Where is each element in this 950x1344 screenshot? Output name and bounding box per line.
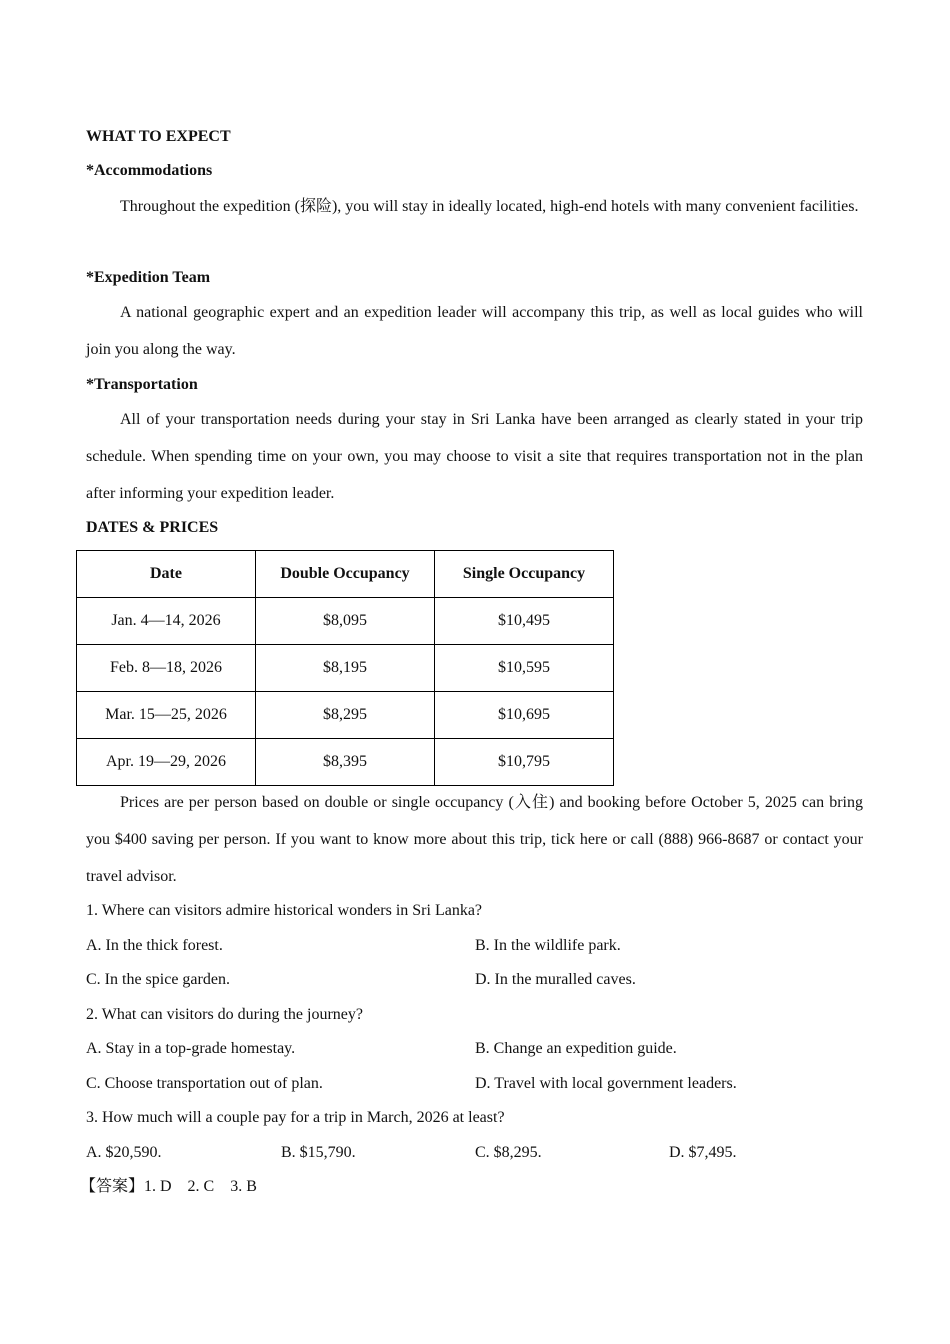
q1-option-c: C. In the spice garden. <box>86 971 230 988</box>
date-cell: Apr. 19—29, 2026 <box>77 739 256 786</box>
table-row <box>77 598 614 645</box>
double-price-cell: $8,195 <box>256 645 435 692</box>
single-price-cell: $10,495 <box>435 598 614 645</box>
price-table <box>76 550 614 786</box>
q1-option-b: B. In the wildlife park. <box>475 937 621 954</box>
transportation-paragraph: All of your transportation needs during your stay in Sri Lanka have been arranged as clearly stated in your trip schedule. When spending time on your own, you may choose to visit a site that requires transportation not in the plan after informing your expedition leader. <box>86 411 863 502</box>
double-price-cell: $8,095 <box>256 598 435 645</box>
q2-option-d: D. Travel with local government leaders. <box>475 1075 737 1092</box>
answer-key: 【答案】1. D 2. C 3. B <box>80 1178 257 1195</box>
q1-option-d: D. In the muralled caves. <box>475 971 636 988</box>
section-heading-dates-prices: DATES & PRICES <box>86 519 219 536</box>
column-header: Single Occupancy <box>435 551 614 598</box>
heading-transportation: *Transportation <box>86 376 198 393</box>
q3-option-c: C. $8,295. <box>475 1144 542 1161</box>
table-row <box>77 645 614 692</box>
table-row <box>77 739 614 786</box>
date-cell: Feb. 8—18, 2026 <box>77 645 256 692</box>
q3-option-d: D. $7,495. <box>669 1144 737 1161</box>
q1-option-a: A. In the thick forest. <box>86 937 223 954</box>
q2-option-b: B. Change an expedition guide. <box>475 1040 677 1057</box>
section-heading-what-to-expect: WHAT TO EXPECT <box>86 128 231 145</box>
q2-option-c: C. Choose transportation out of plan. <box>86 1075 323 1092</box>
question-3: 3. How much will a couple pay for a trip in March, 2026 at least? <box>86 1109 505 1126</box>
single-price-cell: $10,595 <box>435 645 614 692</box>
q2-option-a: A. Stay in a top-grade homestay. <box>86 1040 296 1057</box>
single-price-cell: $10,795 <box>435 739 614 786</box>
question-2: 2. What can visitors do during the journey? <box>86 1006 363 1023</box>
double-price-cell: $8,395 <box>256 739 435 786</box>
q3-option-b: B. $15,790. <box>281 1144 356 1161</box>
column-header: Double Occupancy <box>256 551 435 598</box>
single-price-cell: $10,695 <box>435 692 614 739</box>
heading-expedition-team: *Expedition Team <box>86 269 211 286</box>
date-cell: Jan. 4—14, 2026 <box>77 598 256 645</box>
table-header-row <box>77 551 614 598</box>
q3-option-a: A. $20,590. <box>86 1144 162 1161</box>
question-1: 1. Where can visitors admire historical wonders in Sri Lanka? <box>86 902 483 919</box>
prices-note-paragraph: Prices are per person based on double or single occupancy (入住) and booking before October 5, 2025 can bring you $400 saving per person. If you want to know more about this trip, tick here or call (888) 966-8687 or contact your travel advisor. <box>86 794 863 885</box>
accommodations-paragraph: Throughout the expedition (探险), you will stay in ideally located, high-end hotels with many convenient facilities. <box>120 198 859 215</box>
table-row <box>77 692 614 739</box>
heading-accommodations: *Accommodations <box>86 162 213 179</box>
double-price-cell: $8,295 <box>256 692 435 739</box>
expedition-team-paragraph: A national geographic expert and an expedition leader will accompany this trip, as well as local guides who will join you along the way. <box>86 304 863 358</box>
column-header: Date <box>77 551 256 598</box>
date-cell: Mar. 15—25, 2026 <box>77 692 256 739</box>
